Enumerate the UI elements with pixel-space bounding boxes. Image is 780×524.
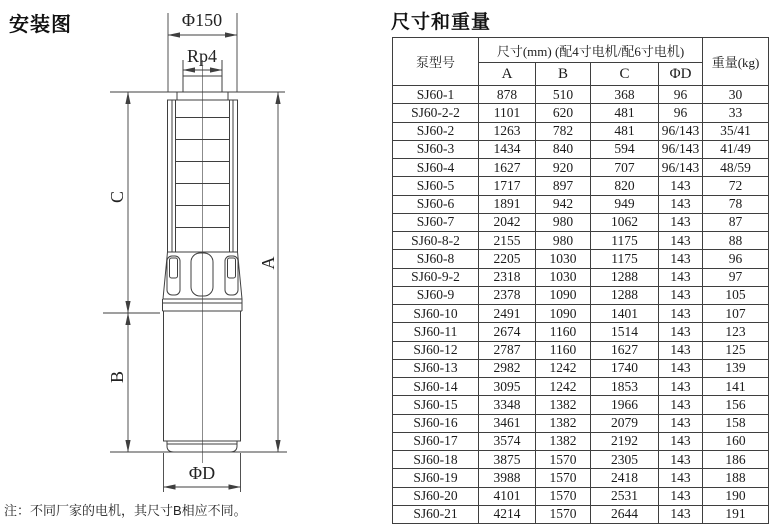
model-cell: SJ60-6 — [393, 195, 479, 213]
table-row — [393, 268, 769, 286]
value-cell: 48/59 — [703, 159, 769, 177]
value-cell: 141 — [703, 378, 769, 396]
model-cell: SJ60-20 — [393, 487, 479, 505]
value-cell: 143 — [659, 432, 703, 450]
value-cell: 143 — [659, 396, 703, 414]
model-cell: SJ60-2-2 — [393, 104, 479, 122]
value-cell: 1570 — [536, 487, 591, 505]
table-row — [393, 505, 769, 523]
table-row — [393, 359, 769, 377]
value-cell: 980 — [536, 213, 591, 231]
value-cell: 2674 — [479, 323, 536, 341]
model-cell: SJ60-5 — [393, 177, 479, 195]
model-cell: SJ60-10 — [393, 305, 479, 323]
model-cell: SJ60-3 — [393, 140, 479, 158]
dim-label-port-thread: Rp4 — [186, 46, 217, 66]
value-cell: 143 — [659, 487, 703, 505]
table-row — [393, 469, 769, 487]
table-row — [393, 213, 769, 231]
value-cell: 949 — [591, 195, 659, 213]
table-row — [393, 104, 769, 122]
model-cell: SJ60-12 — [393, 341, 479, 359]
value-cell: 1627 — [479, 159, 536, 177]
value-cell: 2079 — [591, 414, 659, 432]
value-cell: 920 — [536, 159, 591, 177]
value-cell: 1175 — [591, 232, 659, 250]
value-cell: 2305 — [591, 451, 659, 469]
value-cell: 143 — [659, 341, 703, 359]
table-row — [393, 323, 769, 341]
value-cell: 3348 — [479, 396, 536, 414]
value-cell: 1175 — [591, 250, 659, 268]
model-cell: SJ60-9-2 — [393, 268, 479, 286]
value-cell: 186 — [703, 451, 769, 469]
value-cell: 78 — [703, 195, 769, 213]
model-cell: SJ60-14 — [393, 378, 479, 396]
value-cell: 1090 — [536, 305, 591, 323]
model-cell: SJ60-1 — [393, 86, 479, 104]
value-cell: 1570 — [536, 505, 591, 523]
value-cell: 1263 — [479, 122, 536, 140]
value-cell: 96/143 — [659, 140, 703, 158]
value-cell: 123 — [703, 323, 769, 341]
value-cell: 158 — [703, 414, 769, 432]
model-cell: SJ60-4 — [393, 159, 479, 177]
value-cell: 190 — [703, 487, 769, 505]
table-row — [393, 341, 769, 359]
value-cell: 1401 — [591, 305, 659, 323]
header-col-b: B — [536, 63, 591, 86]
model-cell: SJ60-19 — [393, 469, 479, 487]
value-cell: 2155 — [479, 232, 536, 250]
value-cell: 820 — [591, 177, 659, 195]
value-cell: 2318 — [479, 268, 536, 286]
value-cell: 96 — [659, 86, 703, 104]
value-cell: 2192 — [591, 432, 659, 450]
value-cell: 3988 — [479, 469, 536, 487]
value-cell: 143 — [659, 469, 703, 487]
value-cell: 143 — [659, 451, 703, 469]
header-col-a: A — [479, 63, 536, 86]
value-cell: 30 — [703, 86, 769, 104]
value-cell: 188 — [703, 469, 769, 487]
value-cell: 41/49 — [703, 140, 769, 158]
value-cell: 143 — [659, 232, 703, 250]
value-cell: 1160 — [536, 341, 591, 359]
dim-label-top-diameter: Φ150 — [181, 10, 223, 30]
table-row — [393, 305, 769, 323]
table-row — [393, 232, 769, 250]
value-cell: 1382 — [536, 432, 591, 450]
value-cell: 96/143 — [659, 159, 703, 177]
value-cell: 2418 — [591, 469, 659, 487]
dim-label-c: C — [107, 191, 127, 204]
value-cell: 1853 — [591, 378, 659, 396]
value-cell: 2787 — [479, 341, 536, 359]
table-row — [393, 396, 769, 414]
value-cell: 1627 — [591, 341, 659, 359]
model-cell: SJ60-11 — [393, 323, 479, 341]
table-row — [393, 378, 769, 396]
dim-label-b: B — [107, 371, 127, 384]
value-cell: 2982 — [479, 359, 536, 377]
value-cell: 1382 — [536, 396, 591, 414]
value-cell: 35/41 — [703, 122, 769, 140]
value-cell: 1101 — [479, 104, 536, 122]
value-cell: 620 — [536, 104, 591, 122]
table-row — [393, 195, 769, 213]
value-cell: 510 — [536, 86, 591, 104]
header-col-c: C — [591, 63, 659, 86]
value-cell: 143 — [659, 305, 703, 323]
value-cell: 125 — [703, 341, 769, 359]
value-cell: 1030 — [536, 250, 591, 268]
value-cell: 2491 — [479, 305, 536, 323]
value-cell: 980 — [536, 232, 591, 250]
value-cell: 2644 — [591, 505, 659, 523]
table-row — [393, 250, 769, 268]
value-cell: 96 — [703, 250, 769, 268]
table-row — [393, 432, 769, 450]
header-weight-col: 重量(kg) — [703, 38, 769, 86]
value-cell: 897 — [536, 177, 591, 195]
value-cell: 481 — [591, 104, 659, 122]
model-cell: SJ60-16 — [393, 414, 479, 432]
value-cell: 96/143 — [659, 122, 703, 140]
table-title: 尺寸和重量 — [391, 12, 492, 33]
footnote: 注：不同厂家的电机，其尺寸B相应不同。 — [4, 503, 247, 518]
value-cell: 156 — [703, 396, 769, 414]
value-cell: 143 — [659, 286, 703, 304]
header-dims-group: 尺寸(mm) (配4寸电机/配6寸电机) — [479, 38, 703, 63]
value-cell: 782 — [536, 122, 591, 140]
model-cell: SJ60-17 — [393, 432, 479, 450]
value-cell: 2531 — [591, 487, 659, 505]
table-row — [393, 286, 769, 304]
value-cell: 481 — [591, 122, 659, 140]
value-cell: 2205 — [479, 250, 536, 268]
model-cell: SJ60-15 — [393, 396, 479, 414]
table-row — [393, 86, 769, 104]
header-col-phi-d: ΦD — [659, 63, 703, 86]
value-cell: 2042 — [479, 213, 536, 231]
value-cell: 87 — [703, 213, 769, 231]
table-row — [393, 159, 769, 177]
value-cell: 72 — [703, 177, 769, 195]
value-cell: 143 — [659, 505, 703, 523]
value-cell: 368 — [591, 86, 659, 104]
value-cell: 594 — [591, 140, 659, 158]
model-cell: SJ60-7 — [393, 213, 479, 231]
value-cell: 88 — [703, 232, 769, 250]
value-cell: 107 — [703, 305, 769, 323]
dim-label-bottom-diameter: ΦD — [188, 463, 216, 483]
value-cell: 143 — [659, 378, 703, 396]
value-cell: 1966 — [591, 396, 659, 414]
header-model-col: 泵型号 — [393, 38, 479, 86]
value-cell: 4101 — [479, 487, 536, 505]
value-cell: 2378 — [479, 286, 536, 304]
value-cell: 942 — [536, 195, 591, 213]
value-cell: 1514 — [591, 323, 659, 341]
value-cell: 143 — [659, 323, 703, 341]
value-cell: 3574 — [479, 432, 536, 450]
value-cell: 97 — [703, 268, 769, 286]
table-header — [393, 38, 769, 86]
value-cell: 1090 — [536, 286, 591, 304]
value-cell: 878 — [479, 86, 536, 104]
model-cell: SJ60-9 — [393, 286, 479, 304]
value-cell: 1242 — [536, 378, 591, 396]
value-cell: 143 — [659, 414, 703, 432]
table-row — [393, 140, 769, 158]
value-cell: 840 — [536, 140, 591, 158]
dim-label-a: A — [258, 256, 278, 270]
value-cell: 1891 — [479, 195, 536, 213]
value-cell: 143 — [659, 268, 703, 286]
model-cell: SJ60-13 — [393, 359, 479, 377]
value-cell: 1570 — [536, 451, 591, 469]
value-cell: 143 — [659, 177, 703, 195]
value-cell: 4214 — [479, 505, 536, 523]
value-cell: 1160 — [536, 323, 591, 341]
table-row — [393, 414, 769, 432]
value-cell: 191 — [703, 505, 769, 523]
value-cell: 3461 — [479, 414, 536, 432]
table-body — [393, 86, 769, 524]
table-row — [393, 451, 769, 469]
value-cell: 1382 — [536, 414, 591, 432]
value-cell: 1030 — [536, 268, 591, 286]
value-cell: 1242 — [536, 359, 591, 377]
value-cell: 3095 — [479, 378, 536, 396]
value-cell: 1570 — [536, 469, 591, 487]
value-cell: 96 — [659, 104, 703, 122]
value-cell: 143 — [659, 359, 703, 377]
value-cell: 105 — [703, 286, 769, 304]
value-cell: 707 — [591, 159, 659, 177]
value-cell: 3875 — [479, 451, 536, 469]
model-cell: SJ60-8 — [393, 250, 479, 268]
table-row — [393, 122, 769, 140]
value-cell: 139 — [703, 359, 769, 377]
model-cell: SJ60-18 — [393, 451, 479, 469]
value-cell: 1062 — [591, 213, 659, 231]
model-cell: SJ60-2 — [393, 122, 479, 140]
value-cell: 1288 — [591, 286, 659, 304]
value-cell: 1434 — [479, 140, 536, 158]
value-cell: 1288 — [591, 268, 659, 286]
model-cell: SJ60-8-2 — [393, 232, 479, 250]
value-cell: 160 — [703, 432, 769, 450]
value-cell: 143 — [659, 250, 703, 268]
value-cell: 33 — [703, 104, 769, 122]
table-row — [393, 177, 769, 195]
diagram-title: 安装图 — [9, 14, 72, 36]
model-cell: SJ60-21 — [393, 505, 479, 523]
dimensions-weight-table — [392, 37, 769, 524]
value-cell: 143 — [659, 213, 703, 231]
value-cell: 1717 — [479, 177, 536, 195]
table-row — [393, 487, 769, 505]
value-cell: 1740 — [591, 359, 659, 377]
value-cell: 143 — [659, 195, 703, 213]
